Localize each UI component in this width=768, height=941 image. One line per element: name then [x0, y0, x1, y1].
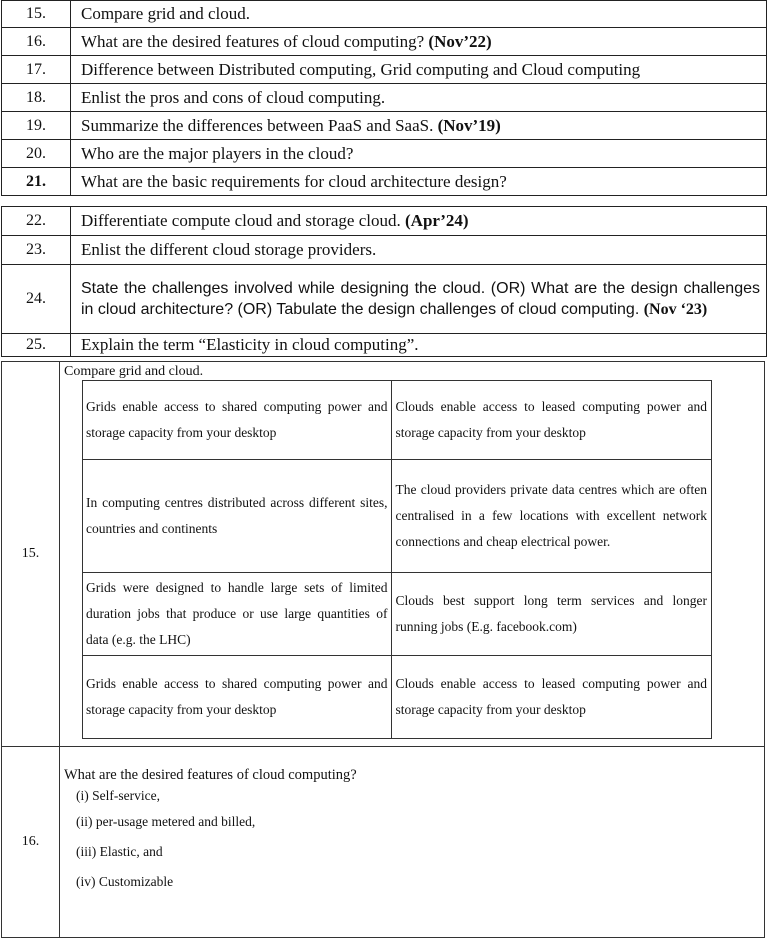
comparison-row [83, 460, 712, 573]
question-text: What are the desired features of cloud computing? (Nov’22) [71, 28, 767, 56]
answer-heading: Compare grid and cloud. [64, 364, 204, 379]
answer-content [60, 747, 765, 938]
grid-cell: Grids were designed to handle large sets of limited duration jobs that produce or use large quantities of data (e.g. the LHC) [83, 573, 392, 656]
question-text: Compare grid and cloud. [71, 1, 767, 28]
cloud-cell: Clouds enable access to leased computing power and storage capacity from your desktop [392, 656, 712, 739]
exam-tag: (Nov’22) [428, 31, 492, 51]
feature-item: (i) Self-service, [76, 788, 160, 803]
question-text: State the challenges involved while designing the cloud. (OR) What are the design challenges in cloud architecture? (OR) Tabulate the design challenges of cloud computing. (Nov ‘23) [71, 265, 767, 334]
question-row [2, 265, 767, 334]
answer-content [60, 362, 765, 747]
question-row [2, 236, 767, 265]
question-row [2, 28, 767, 56]
cloud-cell: The cloud providers private data centres which are often centralised in a few locations with excellent network connections and cheap electrical power. [392, 460, 712, 573]
feature-item: (iv) Customizable [76, 874, 174, 889]
grid-cell: Grids enable access to shared computing power and storage capacity from your desktop [83, 381, 392, 460]
question-row [2, 334, 767, 357]
question-row [2, 207, 767, 236]
question-row [2, 1, 767, 28]
grid-cell: Grids enable access to shared computing power and storage capacity from your desktop [83, 656, 392, 739]
question-row [2, 56, 767, 84]
answer-number: 16. [2, 747, 60, 938]
question-number: 17. [2, 56, 71, 84]
answer-heading: What are the desired features of cloud computing? [64, 767, 357, 783]
question-number: 25. [2, 334, 71, 357]
feature-item: (iii) Elastic, and [76, 844, 163, 859]
comparison-row [83, 381, 712, 460]
cloud-cell: Clouds best support long term services and longer running jobs (E.g. facebook.com) [392, 573, 712, 656]
answer-number: 15. [2, 362, 60, 747]
question-row [2, 168, 767, 196]
question-text: Explain the term “Elasticity in cloud computing”. [71, 334, 767, 357]
question-text: Summarize the differences between PaaS and SaaS. (Nov’19) [71, 112, 767, 140]
question-number: 24. [2, 265, 71, 334]
question-number: 16. [2, 28, 71, 56]
question-table-part1 [1, 0, 767, 196]
question-table-part2 [1, 206, 767, 357]
exam-tag: (Nov’19) [437, 115, 501, 135]
question-row [2, 140, 767, 168]
question-number: 20. [2, 140, 71, 168]
exam-tag: (Apr’24) [405, 211, 469, 230]
feature-item: (ii) per-usage metered and billed, [76, 814, 256, 829]
question-text: Who are the major players in the cloud? [71, 140, 767, 168]
answer-table [1, 361, 765, 938]
grid-cell: In computing centres distributed across different sites, countries and continents [83, 460, 392, 573]
exam-tag: (Nov ‘23) [643, 301, 708, 318]
question-number: 19. [2, 112, 71, 140]
question-number: 23. [2, 236, 71, 265]
question-number: 15. [2, 1, 71, 28]
question-text: What are the basic requirements for cloud architecture design? [71, 168, 767, 196]
question-text: Difference between Distributed computing, Grid computing and Cloud computing [71, 56, 767, 84]
comparison-row [83, 656, 712, 739]
question-text: Differentiate compute cloud and storage cloud. (Apr’24) [71, 207, 767, 236]
question-number: 22. [2, 207, 71, 236]
cloud-cell: Clouds enable access to leased computing power and storage capacity from your desktop [392, 381, 712, 460]
question-text: Enlist the pros and cons of cloud computing. [71, 84, 767, 112]
question-row [2, 112, 767, 140]
question-number: 18. [2, 84, 71, 112]
question-row [2, 84, 767, 112]
question-text: Enlist the different cloud storage providers. [71, 236, 767, 265]
question-number: 21. [2, 168, 71, 196]
answer-row-16 [2, 747, 765, 938]
answer-row-15 [2, 362, 765, 747]
comparison-row [83, 573, 712, 656]
comparison-table [82, 380, 712, 739]
